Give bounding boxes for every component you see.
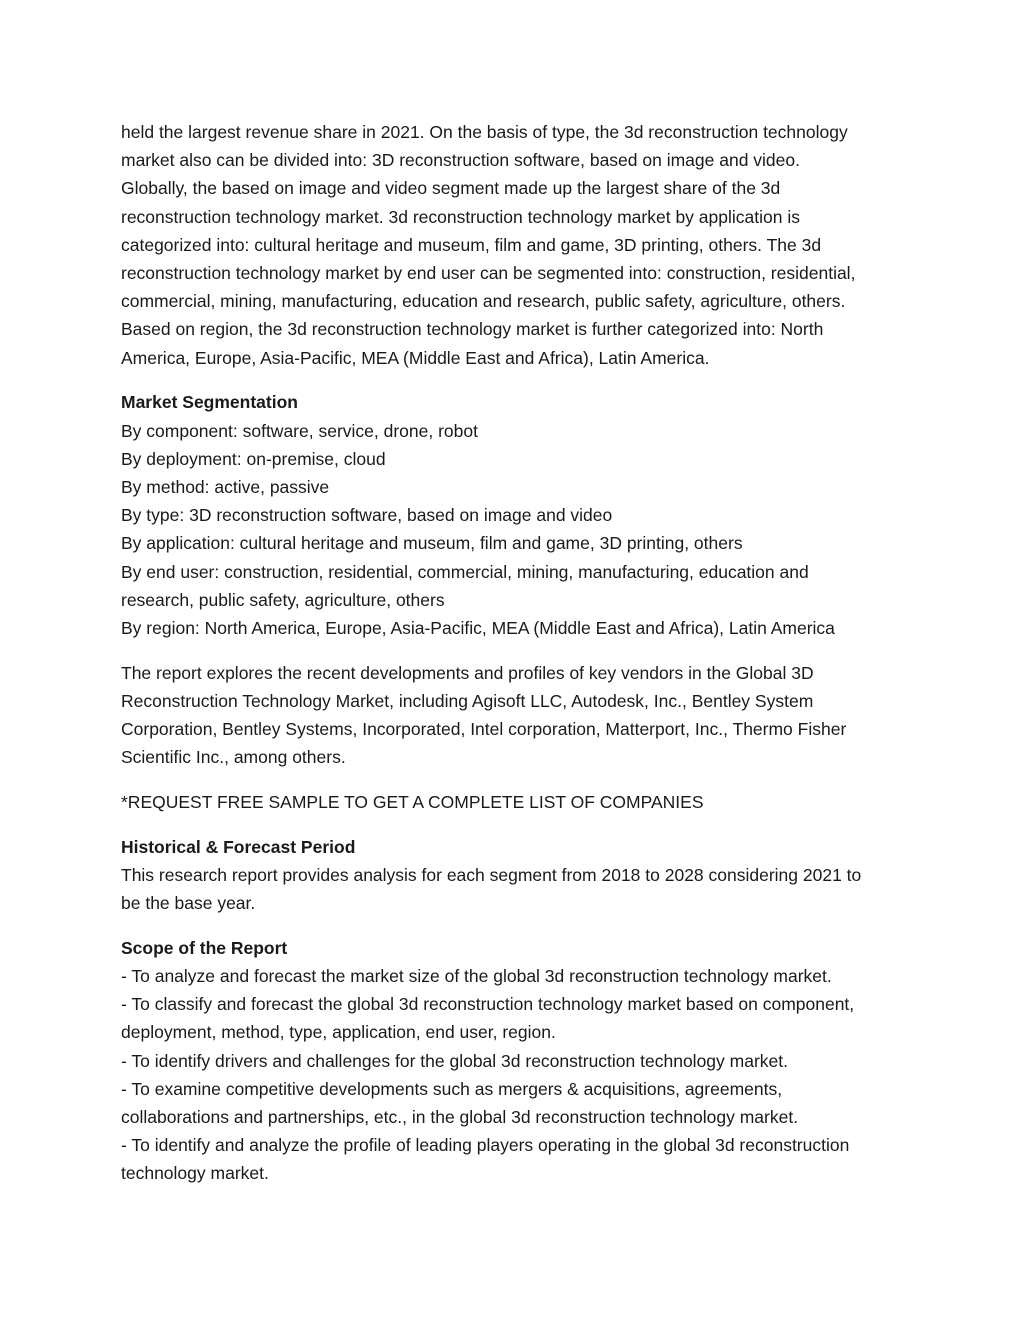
vendors-line: Scientific Inc., among others. bbox=[121, 747, 346, 768]
vendors-line: The report explores the recent developments and profiles of key vendors in the Global 3D bbox=[121, 662, 814, 683]
period-line: This research report provides analysis for each segment from 2018 to 2028 considering 2021 to bbox=[121, 864, 862, 885]
request-sample-text: *REQUEST FREE SAMPLE TO GET A COMPLETE LIST OF COMPANIES bbox=[121, 791, 704, 812]
segmentation-line: By component: software, service, drone, robot bbox=[121, 420, 478, 441]
vendors-line: Corporation, Bentley Systems, Incorporated, Intel corporation, Matterport, Inc., Thermo Fisher bbox=[121, 719, 847, 740]
period-heading: Historical & Forecast Period bbox=[121, 836, 356, 857]
period-line: be the base year. bbox=[121, 893, 256, 914]
segmentation-line: By method: active, passive bbox=[121, 476, 330, 497]
intro-line: commercial, mining, manufacturing, education and research, public safety, agriculture, others. bbox=[121, 291, 846, 312]
segmentation-line: By region: North America, Europe, Asia-Pacific, MEA (Middle East and Africa), Latin America bbox=[121, 617, 835, 638]
vendors-paragraph bbox=[121, 659, 921, 772]
segmentation-line: research, public safety, agriculture, others bbox=[121, 589, 445, 610]
vendors-line: Reconstruction Technology Market, including Agisoft LLC, Autodesk, Inc., Bentley System bbox=[121, 690, 814, 711]
scope-heading: Scope of the Report bbox=[121, 937, 288, 958]
intro-line: Globally, the based on image and video segment made up the largest share of the 3d bbox=[121, 178, 781, 199]
scope-line: - To identify drivers and challenges for the global 3d reconstruction technology market. bbox=[121, 1050, 788, 1071]
period-section bbox=[121, 833, 921, 918]
scope-line: - To examine competitive developments such as mergers & acquisitions, agreements, bbox=[121, 1078, 783, 1099]
segmentation-line: By type: 3D reconstruction software, based on image and video bbox=[121, 505, 613, 526]
scope-section bbox=[121, 934, 921, 1188]
scope-line: - To identify and analyze the profile of leading players operating in the global 3d reconstruction bbox=[121, 1135, 850, 1156]
intro-line: America, Europe, Asia-Pacific, MEA (Middle East and Africa), Latin America. bbox=[121, 347, 710, 368]
segmentation-heading: Market Segmentation bbox=[121, 392, 298, 413]
request-sample-note bbox=[121, 788, 921, 816]
intro-line: held the largest revenue share in 2021. On the basis of type, the 3d reconstruction technology bbox=[121, 122, 848, 142]
segmentation-line: By application: cultural heritage and museum, film and game, 3D printing, others bbox=[121, 533, 743, 554]
intro-line: categorized into: cultural heritage and museum, film and game, 3D printing, others. The 3d bbox=[121, 234, 822, 255]
intro-line: market also can be divided into: 3D reconstruction software, based on image and video. bbox=[121, 150, 800, 171]
scope-line: deployment, method, type, application, end user, region. bbox=[121, 1022, 556, 1043]
intro-paragraph bbox=[121, 118, 921, 372]
segmentation-section bbox=[121, 388, 921, 642]
intro-line: reconstruction technology market. 3d reconstruction technology market by application is bbox=[121, 206, 800, 227]
scope-line: - To analyze and forecast the market size of the global 3d reconstruction technology market. bbox=[121, 965, 832, 986]
intro-line: reconstruction technology market by end user can be segmented into: construction, residential, bbox=[121, 263, 856, 284]
segmentation-line: By end user: construction, residential, commercial, mining, manufacturing, education and bbox=[121, 561, 809, 582]
intro-line: Based on region, the 3d reconstruction technology market is further categorized into: North bbox=[121, 319, 824, 340]
document-page bbox=[121, 118, 921, 1204]
scope-line: collaborations and partnerships, etc., in the global 3d reconstruction technology market. bbox=[121, 1107, 799, 1127]
segmentation-line: By deployment: on-premise, cloud bbox=[121, 448, 386, 469]
scope-line: technology market. bbox=[121, 1163, 269, 1184]
scope-line: - To classify and forecast the global 3d reconstruction technology market based on component, bbox=[121, 994, 855, 1015]
